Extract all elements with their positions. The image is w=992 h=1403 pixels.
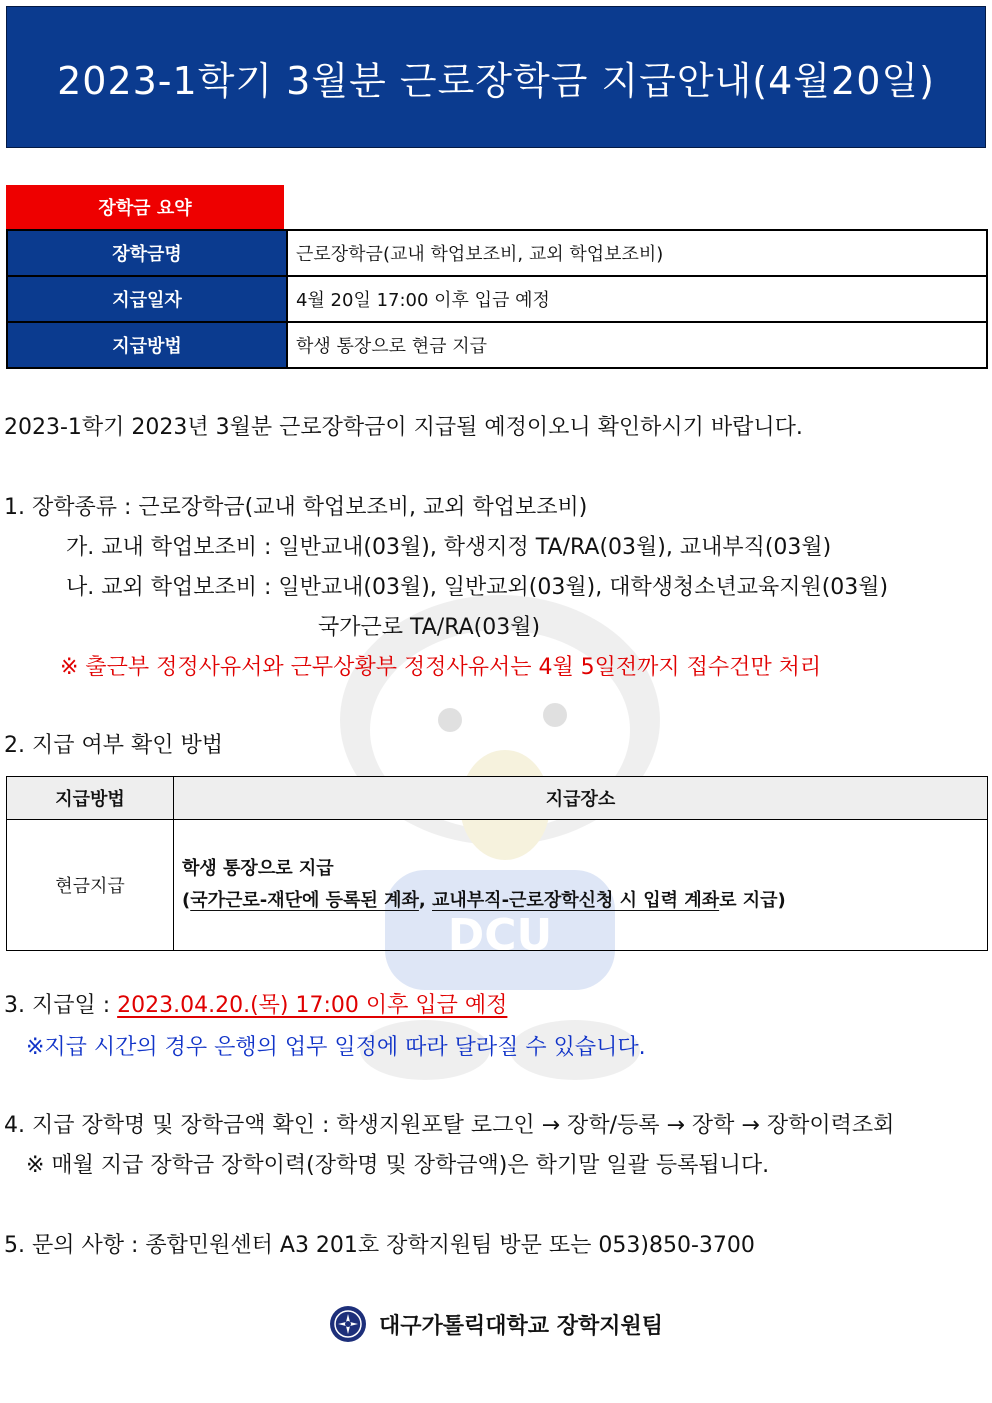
place-separator: , — [418, 890, 433, 911]
place-account-campus: 교내부직-근로장학신청 시 입력 계좌 — [432, 890, 720, 911]
place-line-2 — [182, 885, 987, 917]
university-seal-icon — [329, 1305, 367, 1343]
section1-item-b-cont: 국가근로 TA/RA(03월) — [318, 615, 541, 640]
summary-value: 학생 통장으로 현금 지급 — [287, 322, 987, 368]
section3-date: 2023.04.20.(목) 17:00 이후 입금 예정 — [117, 993, 508, 1018]
place-cell — [174, 820, 988, 951]
section3-line — [4, 988, 507, 1019]
summary-value: 4월 20일 17:00 이후 입금 예정 — [287, 276, 987, 322]
section1-note: ※ 출근부 정정사유서와 근무상황부 정정사유서는 4월 5일전까지 접수건만 처리 — [60, 655, 822, 680]
section1-item-b: 나. 교외 학업보조비 : 일반교내(03월), 일반교외(03월), 대학생청소년교육지원(03월) — [66, 575, 889, 600]
place-account-national: 국가근로-재단에 등록된 계좌 — [190, 890, 419, 911]
place-suffix: 로 지급) — [719, 890, 786, 911]
place-prefix: ( — [182, 890, 191, 911]
section1-heading: 1. 장학종류 : 근로장학금(교내 학업보조비, 교외 학업보조비) — [4, 495, 588, 520]
column-header-place: 지급장소 — [174, 777, 988, 820]
table-row — [7, 820, 988, 951]
footer — [0, 1304, 992, 1344]
summary-key: 지급방법 — [7, 322, 287, 368]
summary-row — [7, 276, 987, 322]
summary-label: 장학금 요약 — [6, 185, 284, 229]
summary-key: 장학금명 — [7, 230, 287, 276]
page-title: 2023-1학기 3월분 근로장학금 지급안내(4월20일) — [57, 58, 935, 103]
intro-text: 2023-1학기 2023년 3월분 근로장학금이 지급될 예정이오니 확인하시기 바랍니다. — [4, 415, 803, 440]
column-header-method: 지급방법 — [7, 777, 174, 820]
footer-org: 대구가톨릭대학교 장학지원팀 — [379, 1313, 663, 1339]
table-header-row — [7, 777, 988, 820]
section5-heading: 5. 문의 사항 : 종합민원센터 A3 201호 장학지원팀 방문 또는 053)850-3700 — [4, 1233, 755, 1258]
method-cell: 현금지급 — [7, 820, 174, 951]
summary-key: 지급일자 — [7, 276, 287, 322]
summary-value: 근로장학금(교내 학업보조비, 교외 학업보조비) — [287, 230, 987, 276]
section4-note: ※ 매월 지급 장학금 장학이력(장학명 및 장학금액)은 학기말 일괄 등록됩니다. — [26, 1153, 770, 1178]
place-line-1: 학생 통장으로 지급 — [182, 858, 334, 879]
summary-table — [6, 229, 988, 369]
svg-text:DCU: DCU — [447, 910, 553, 961]
summary-row — [7, 322, 987, 368]
summary-row — [7, 230, 987, 276]
section3-label: 3. 지급일 : — [4, 993, 118, 1018]
section2-heading: 2. 지급 여부 확인 방법 — [4, 733, 223, 758]
section4-heading: 4. 지급 장학명 및 장학금액 확인 : 학생지원포탈 로그인 → 장학/등록 → 장학 → 장학이력조회 — [4, 1113, 895, 1138]
payment-method-table — [6, 776, 988, 951]
title-banner — [6, 6, 986, 148]
section3-note: ※지급 시간의 경우 은행의 업무 일정에 따라 달라질 수 있습니다. — [26, 1035, 646, 1060]
section1-item-a: 가. 교내 학업보조비 : 일반교내(03월), 학생지정 TA/RA(03월), 교내부직(03월) — [66, 535, 832, 560]
